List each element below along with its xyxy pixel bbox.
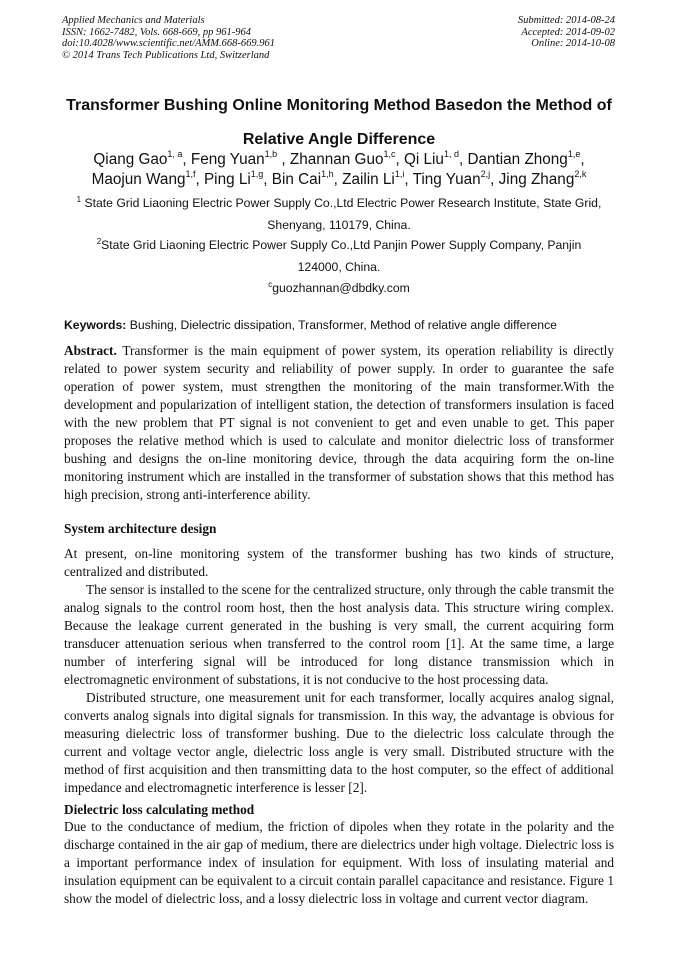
journal-issn: ISSN: 1662-7482, Vols. 668-669, pp 961-964 <box>62 26 251 38</box>
author-name: Dantian Zhong <box>467 151 568 168</box>
title-line-1: Transformer Bushing Online Monitoring Method Basedon the Method of <box>66 97 612 114</box>
journal-copyright: © 2014 Trans Tech Publications Ltd, Switzerland <box>62 49 270 61</box>
keywords-label: Keywords: <box>64 318 127 332</box>
author-sup: 1,h <box>321 168 334 179</box>
author-list <box>40 150 638 190</box>
author-line-1: Qiang Gao$^{1, a}$, Feng Yuan$^{1,b}$ , Zhannan Guo$^{1,c}$, Qi Liu$^{1, d}$, Dantian Zhong$^{1,e}$, <box>93 148 585 168</box>
email-address: guozhannan@dbdky.com <box>272 281 410 295</box>
author-name: Feng Yuan <box>190 151 265 168</box>
submitted-date: Submitted: 2014-08-24 <box>517 15 615 26</box>
affiliation-sup: 1 <box>76 194 82 204</box>
paragraph: Due to the conductance of medium, the friction of dipoles when they rotate in the polarity and the discharge contained in the air gap of medium, there are dielectrics under high voltage. Dielectric loss is a important performance index of insulation for equipment. With loss of insulating material and insulation equipment can be equivalent to a circuit contain parallel capacitance and resistance. Figure 1 show the model of dielectric loss, and a lossy dielectric loss in voltage and current vector diagram. <box>64 819 614 906</box>
journal-doi: doi:10.4028/www.scientific.net/AMM.668-669.961 <box>62 38 275 50</box>
abstract-label: Abstract. <box>64 343 117 358</box>
author-sup: 2,k <box>574 168 587 179</box>
author-sup: 1,i <box>394 168 405 179</box>
author-sup: 2,j <box>480 168 491 179</box>
author-name: Zailin Li <box>342 171 395 188</box>
author-line-2: Maojun Wang$^{1,f}$, Ping Li$^{1,g}$, Bin Cai$^{1,h}$, Zailin Li$^{1,i}$, Ting Yuan$^{2,j}$, Jing Zhang$^{2,k}$ <box>91 168 587 188</box>
paragraph: At present, on-line monitoring system of the transformer bushing has two kinds of structure, centralized and distributed. <box>64 546 614 579</box>
email-sup: c <box>268 279 273 289</box>
section-heading: System architecture design <box>64 521 217 536</box>
contact-email <box>55 277 623 299</box>
author-name: Qiang Gao <box>93 151 168 168</box>
author-name: Ting Yuan <box>412 171 481 188</box>
affiliation-line: Shenyang, 110179, China. <box>267 218 411 232</box>
author-sup: 1, a <box>167 148 183 159</box>
author-name: Bin Cai <box>271 171 322 188</box>
keywords <box>64 316 624 334</box>
section-body <box>64 545 614 797</box>
affiliation-line: State Grid Liaoning Electric Power Supply Co.,Ltd Electric Power Research Institute, State Grid, <box>84 196 602 210</box>
author-name: Ping Li <box>203 171 251 188</box>
author-sup: 1,e <box>567 148 581 159</box>
affiliation-2 <box>55 234 623 278</box>
author-sup: 1,f <box>185 168 196 179</box>
author-sup: 1,g <box>250 168 264 179</box>
author-sup: 1,c <box>383 148 396 159</box>
author-name: Zhannan Guo <box>289 151 384 168</box>
author-name: Maojun Wang <box>91 171 186 188</box>
affiliation-line: 124000, China. <box>297 260 381 274</box>
submission-dates <box>518 15 615 50</box>
section-heading: Dielectric loss calculating method <box>64 802 255 817</box>
abstract-text: Transformer is the main equipment of power system, its operation reliability is directly related to power system security and reliability of power supply. In order to guarantee the safe operation of power system, must strengthen the monitoring of the main transformer.With the development and popularization of intelligent station, the detection of transformers insulation is faced with the new problem that PT signal is not convenient to get and even unable to get. This paper proposes the relative method which is used to calculate and monitor dielectric loss of transformer bushing and designs the on-line monitoring device, through the data acquiring form the on-line monitoring instrument which are installed in the transformer of substation shows that this method has high precision, strong anti-interference ability. <box>64 343 614 502</box>
affiliation-1 <box>55 192 623 236</box>
online-date: Online: 2014-10-08 <box>531 38 615 50</box>
journal-name: Applied Mechanics and Materials <box>62 15 205 26</box>
section-body <box>64 818 614 908</box>
abstract <box>64 342 614 504</box>
paper-title <box>40 89 638 157</box>
author-sup: 1,b <box>264 148 278 159</box>
affiliation-sup: 2 <box>96 236 102 246</box>
keywords-text: Bushing, Dielectric dissipation, Transformer, Method of relative angle difference <box>129 318 557 332</box>
author-name: Qi Liu <box>403 151 444 168</box>
journal-info <box>62 15 275 61</box>
title-line-2: Relative Angle Difference <box>242 131 436 148</box>
paragraph: The sensor is installed to the scene for the centralized structure, only through the cable transmit the analog signals to the control room host, then the host analysis data. This structure wiring complex. Because the leakage current generated in the bushing is very small, the current acquiring form transducer attenuation serious when transferred to the control room [1]. At the same time, a large number of interfering signal will be introduced for long distance transmission which in electromagnetic environment of substations, it is not conducive to the host processing data. <box>64 582 614 687</box>
author-sup: 1, d <box>443 148 459 159</box>
author-name: Jing Zhang <box>498 171 575 188</box>
affiliation-line: State Grid Liaoning Electric Power Supply Co.,Ltd Panjin Power Supply Company, Panjin <box>101 238 582 252</box>
paragraph: Distributed structure, one measurement unit for each transformer, locally acquires analog signal, converts analog signals into digital signals for transmission. In this way, the advantage is obvious for measuring dielectric loss of transformer bushing. Due to the dielectric loss calculate through the current and voltage vector angle, dielectric loss angle is very small. Distributed structure with the method of first acquisition and then transmitting data to the host computer, so the effect of additional impedance and electromagnetic interference is lesser [2]. <box>64 690 614 795</box>
accepted-date: Accepted: 2014-09-02 <box>521 26 615 38</box>
